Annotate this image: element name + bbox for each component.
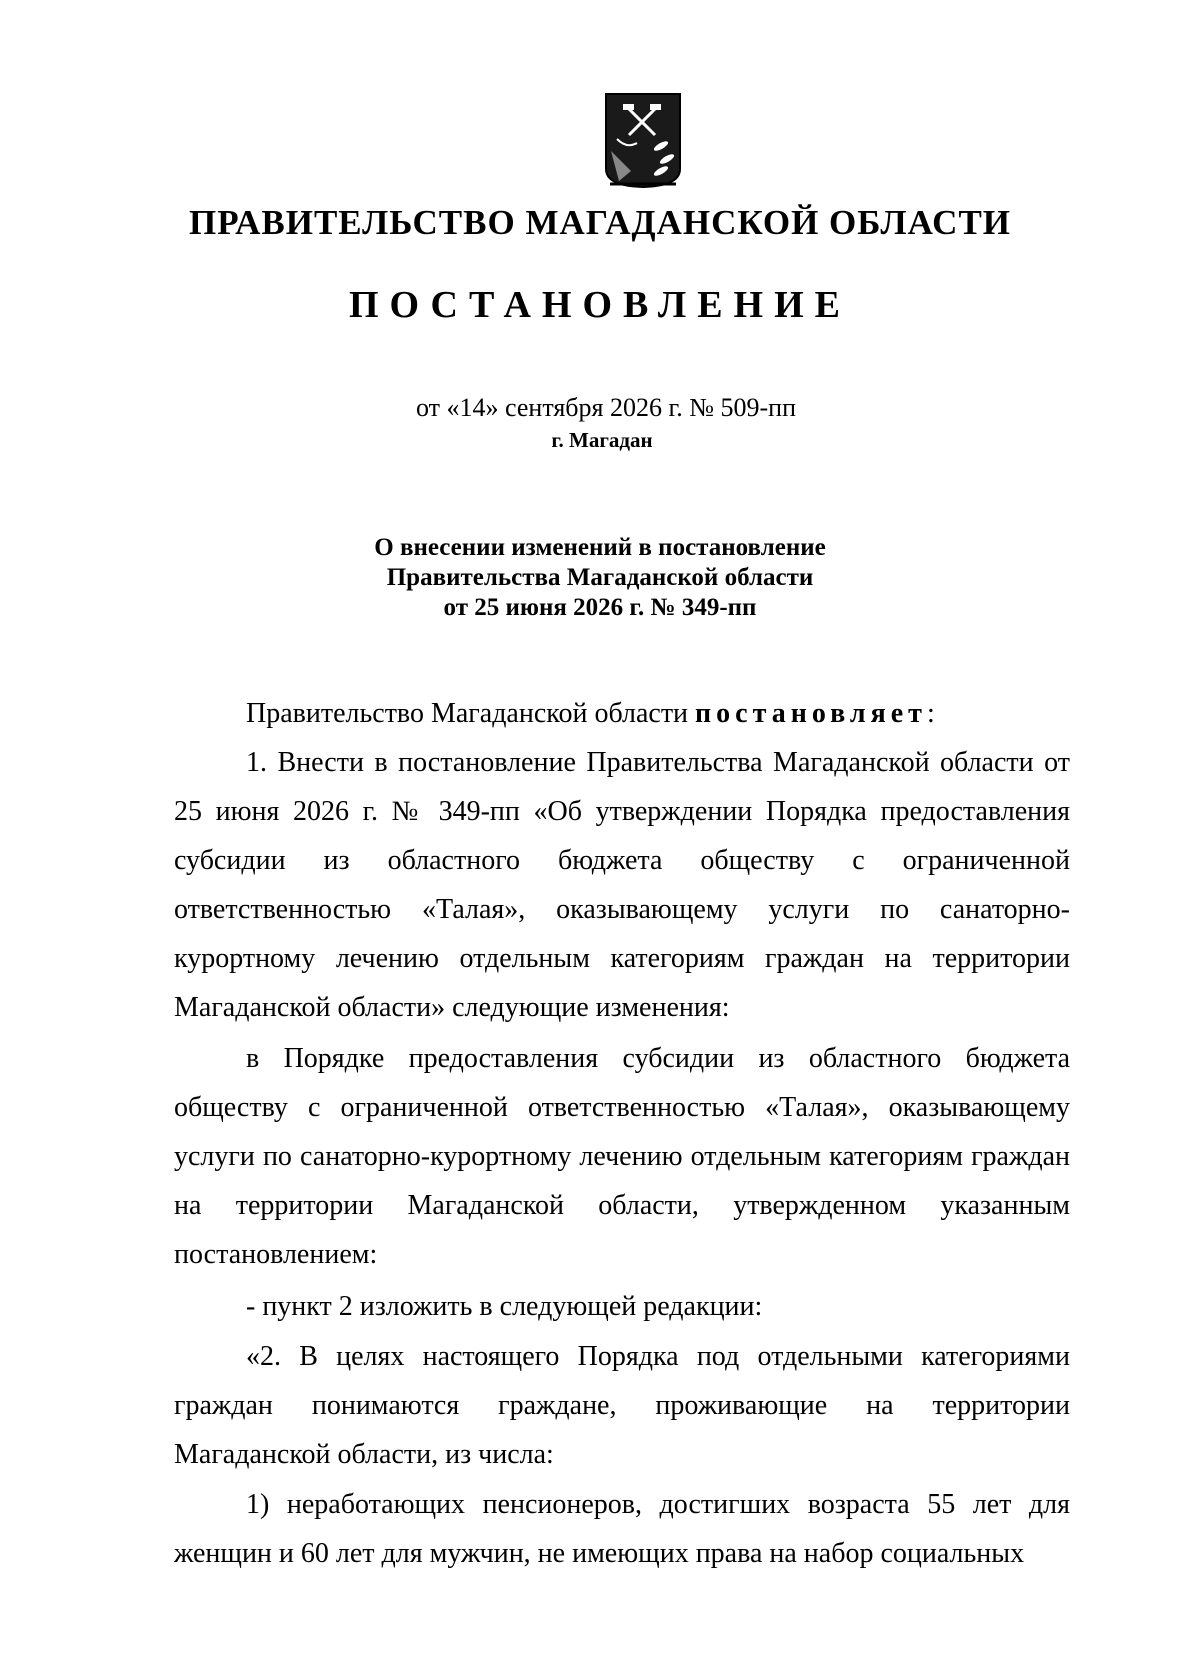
date-number-line xyxy=(0,393,1200,423)
coat-of-arms-emblem xyxy=(603,91,683,189)
title-line-1: О внесении изменений в постановление xyxy=(374,534,826,561)
paragraph-5: 1) неработающих пенсионеров, достигших возраста 55 лет для женщин и 60 лет для мужчин, не имеющих права на набор социальных xyxy=(174,1489,1070,1569)
paragraph-2: в Порядке предоставления субсидии из областного бюджета обществу с ограниченной ответственностью «Талая», оказывающему услуги по санаторно-курортному лечению отдельным категориям граждан на территории Магаданской области, утвержденном указанным постановлением: xyxy=(174,1043,1070,1270)
preamble-spaced-word: постановляет xyxy=(695,698,927,729)
paragraph-1: 1. Внести в постановление Правительства Магаданской области от 25 июня 2026 г. № 349-пп «Об утверждении Порядка предоставления субсидии из областного бюджета обществу с ограниченной ответственностью «Талая», оказывающему услуги по санаторно-курортному лечению отдельным категориям граждан на территории Магаданской области» следующие изменения: xyxy=(174,747,1070,1023)
date-text: от «14» сентября 2026 г. № 509-пп xyxy=(415,393,797,422)
paragraph-4: «2. В целях настоящего Порядка под отдельными категориями граждан понимаются граждане, проживающие на территории Магаданской области, из числа: xyxy=(174,1341,1070,1470)
preamble-colon: : xyxy=(926,698,935,729)
city-text: г. Магадан xyxy=(551,428,653,452)
government-name: ПРАВИТЕЛЬСТВО МАГАДАНСКОЙ ОБЛАСТИ xyxy=(188,203,1012,242)
preamble-text: Правительство Магаданской области xyxy=(246,698,696,729)
city-line xyxy=(0,428,1200,453)
document-title xyxy=(0,533,1200,623)
preamble-paragraph xyxy=(174,689,1070,738)
document-type: ПОСТАНОВЛЕНИЕ xyxy=(348,284,852,326)
title-line-3: от 25 июня 2026 г. № 349-пп xyxy=(443,594,757,621)
paragraph-3: - пункт 2 изложить в следующей редакции: xyxy=(246,1291,763,1322)
title-line-2: Правительства Магаданской области xyxy=(386,564,814,591)
